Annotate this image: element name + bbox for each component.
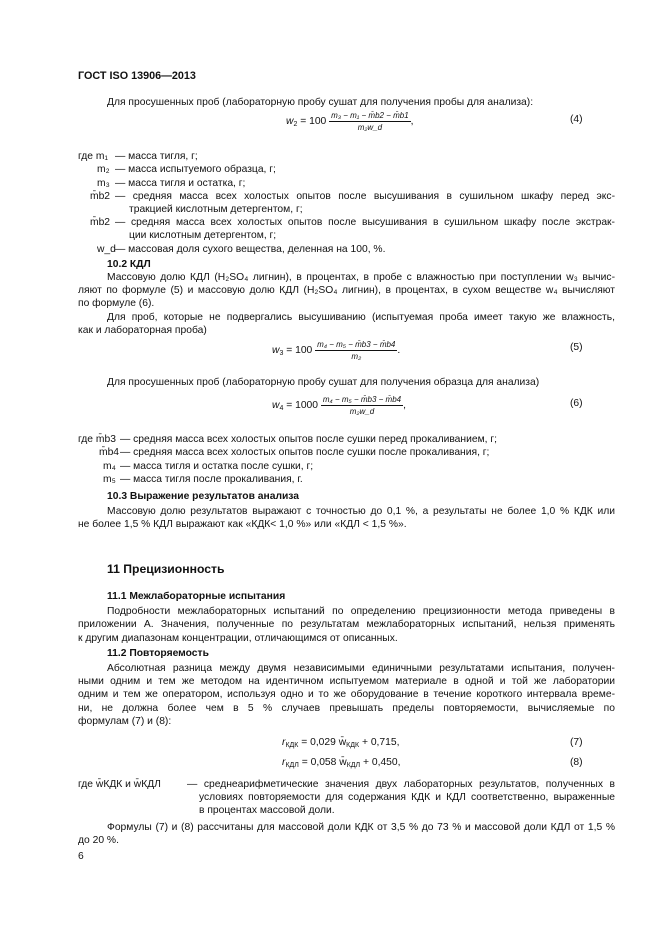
def-text: — масса испытуемого образца, г; — [115, 164, 276, 175]
equation-5: $w_3 = 100$ $\frac{\text{m₄ − m₅ − m̄b3 − m̄b4}}{\text{m₂}}$ . — [272, 340, 401, 361]
equation-4-number: (4) — [570, 114, 583, 125]
s11-2-line: ными одним и тем же методом на идентичном испытуемом материале в одной и той же лаборатории — [78, 676, 615, 687]
document-header: ГОСТ ISO 13906—2013 — [78, 70, 196, 82]
def-text: — средняя масса всех холостых опытов после сушки после прокаливания, г; — [120, 447, 490, 458]
s10-3-line: не более 1,5 % КДЛ выражают как «КДК< 1,0 %» или «КДЛ < 1,5 %». — [78, 519, 407, 530]
def-sym: m₄ — [103, 461, 116, 472]
section-11-1-title: 11.1 Межлабораторные испытания — [107, 591, 286, 602]
intro-dry2-text: Для просушенных проб (лабораторную пробу сушат для получения образца для анализа) — [107, 377, 540, 388]
def-sym: m̄b4 — [99, 447, 120, 458]
def-text-cont: ции кислотным детергентом, г; — [129, 230, 277, 241]
s10-2-p2-line: Для проб, которые не подвергались высушиванию (испытуемая проба имеет такую же влажность, — [107, 312, 615, 323]
def-text: — масса тигля после прокаливания, г. — [120, 474, 303, 485]
s11-2-line: одним и тем же оператором, используя одно и то же оборудование в течение короткого интервала време- — [78, 689, 615, 700]
def-text: — массовая доля сухого вещества, деленная на 100, %. — [115, 244, 386, 255]
s11-2-line: Абсолютная разница между двумя независимыми единичными результатами испытания, получен- — [107, 663, 615, 674]
def-text-eq7-8: — среднеарифметические значения двух лабораторных результатов, полученных в — [187, 779, 615, 790]
def-sym: m̄b2 — [90, 191, 111, 202]
def-text-cont: тракцией кислотным детергентом, г; — [129, 204, 303, 215]
s11-2-line: формулам (7) и (8): — [78, 716, 172, 727]
equation-8-number: (8) — [570, 757, 583, 768]
equation-6-number: (6) — [570, 398, 583, 409]
def-sym: m₂ — [97, 164, 110, 175]
def-text-eq7-8: в процентах массовой доли. — [199, 805, 335, 816]
s10-2-p2-line: как и лабораторная проба) — [78, 325, 207, 336]
def-sym: где m₁ — [78, 151, 108, 162]
equation-8: $r_{КДЛ} = 0,058$ $w̄_{КДЛ} + 0,450$, — [282, 757, 401, 769]
def-text: — средняя масса всех холостых опытов после сушки перед прокаливанием, г; — [120, 434, 497, 445]
def-text-eq7-8: условиях повторяемости для содержания КДК и КДЛ соответственно, выраженные — [199, 792, 615, 803]
equation-4: $w_2 = 100$ $\frac{\text{m₃ − m₁ − m̄b2 − m̄b1}}{\text{m₂w\_d}}$ , — [286, 111, 414, 132]
def-sym: m₃ — [97, 178, 110, 189]
s10-3-line: Массовую долю результатов выражают с точностью до 0,1 %, а результаты не более 1,0 % КДК или — [107, 506, 615, 517]
s10-2-p1-line: ляют по формуле (5) и массовую долю КДЛ (H₂SO₄ лигнин), в процентах, в сухом веществе w₄ вычисляют — [78, 285, 615, 296]
def-sym: m̄b2 — [90, 217, 111, 228]
s11-1-line: приложении А. Значения, полученные по результатам межлабораторных испытаний, нельзя применять — [78, 619, 615, 630]
def-text: — масса тигля, г; — [115, 151, 198, 162]
equation-7-number: (7) — [570, 737, 583, 748]
final-line: Формулы (7) и (8) рассчитаны для массовой доли КДК от 3,5 % до 73 % и массовой доли КДЛ от 1,5 % — [107, 822, 615, 833]
equation-7: $r_{КДК} = 0,029$ $w̄_{КДК} + 0,715$, — [282, 737, 400, 749]
def-text: — масса тигля и остатка, г; — [115, 178, 246, 189]
def-sym: m₅ — [103, 474, 116, 485]
def-sym-eq7-8: где w̄КДК и w̄КДЛ — [78, 779, 161, 790]
s11-1-line: к другим диапазонам концентрации, отличающимся от описанных. — [78, 633, 398, 644]
def-sym: где m̄b3 — [78, 434, 116, 445]
section-11-title: 11 Прецизионность — [107, 562, 225, 576]
s11-1-line: Подробности межлабораторных испытаний по определению прецизионности метода приведены в — [107, 606, 615, 617]
final-line: до 20 %. — [78, 835, 119, 846]
page-number: 6 — [78, 851, 84, 862]
section-10-3-title: 10.3 Выражение результатов анализа — [107, 491, 300, 502]
def-text: — средняя масса всех холостых опытов после высушивания в сушильном шкафу после экстрак- — [115, 217, 615, 228]
intro-dry-text: Для просушенных проб (лабораторную пробу сушат для получения пробы для анализа): — [107, 97, 534, 108]
s11-2-line: ни, не должна более чем в 5 % случаев превышать пределы повторяемости, вычисляемые по — [78, 703, 615, 714]
def-sym: w_d — [97, 244, 116, 255]
section-11-2-title: 11.2 Повторяемость — [107, 648, 209, 659]
s10-2-p1-line: по формуле (6). — [78, 298, 155, 309]
s10-2-p1-line: Массовую долю КДЛ (H₂SO₄ лигнин), в процентах, в пробе с влажностью при поступлении w₃ вычис- — [107, 272, 615, 283]
equation-6: $w_4 = 1000$ $\frac{\text{m₄ − m₅ − m̄b3 − m̄b4}}{\text{m₂w\_d}}$ , — [272, 395, 406, 416]
section-10-2-title: 10.2 КДЛ — [107, 259, 151, 270]
equation-5-number: (5) — [570, 342, 583, 353]
def-text: — средняя масса всех холостых опытов после высушивания в сушильном шкафу перед экс- — [115, 191, 615, 202]
def-text: — масса тигля и остатка после сушки, г; — [120, 461, 314, 472]
